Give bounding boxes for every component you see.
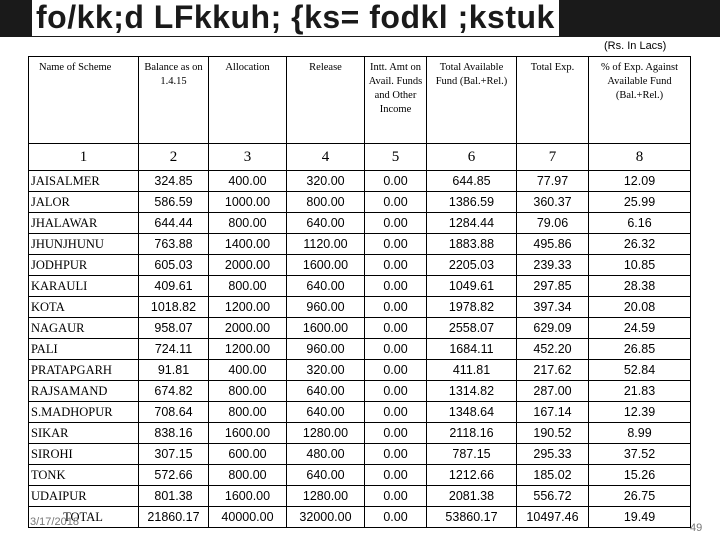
value-cell: 572.66 <box>139 465 209 486</box>
value-cell: 0.00 <box>365 255 427 276</box>
col-index: 5 <box>365 144 427 171</box>
value-cell: 787.15 <box>427 444 517 465</box>
district-cell: PALI <box>29 339 139 360</box>
index-row <box>29 144 691 171</box>
value-cell: 0.00 <box>365 507 427 528</box>
table-row <box>29 360 691 381</box>
col-index: 8 <box>589 144 691 171</box>
value-cell: 2205.03 <box>427 255 517 276</box>
value-cell: 185.02 <box>517 465 589 486</box>
col-header: Balance as on 1.4.15 <box>139 57 209 144</box>
value-cell: 0.00 <box>365 402 427 423</box>
value-cell: 40000.00 <box>209 507 287 528</box>
table-row <box>29 318 691 339</box>
district-cell: JAISALMER <box>29 171 139 192</box>
district-cell: JALOR <box>29 192 139 213</box>
value-cell: 1314.82 <box>427 381 517 402</box>
district-cell: UDAIPUR <box>29 486 139 507</box>
value-cell: 801.38 <box>139 486 209 507</box>
col-index: 1 <box>29 144 139 171</box>
value-cell: 52.84 <box>589 360 691 381</box>
value-cell: 1978.82 <box>427 297 517 318</box>
value-cell: 0.00 <box>365 171 427 192</box>
header-row <box>29 57 691 144</box>
value-cell: 8.99 <box>589 423 691 444</box>
value-cell: 307.15 <box>139 444 209 465</box>
value-cell: 644.85 <box>427 171 517 192</box>
value-cell: 708.64 <box>139 402 209 423</box>
table-row <box>29 381 691 402</box>
value-cell: 190.52 <box>517 423 589 444</box>
value-cell: 724.11 <box>139 339 209 360</box>
value-cell: 838.16 <box>139 423 209 444</box>
col-header: Name of Scheme <box>29 57 139 144</box>
value-cell: 397.34 <box>517 297 589 318</box>
value-cell: 91.81 <box>139 360 209 381</box>
value-cell: 12.09 <box>589 171 691 192</box>
value-cell: 556.72 <box>517 486 589 507</box>
value-cell: 21860.17 <box>139 507 209 528</box>
footer-date: 3/17/2018 <box>30 516 79 528</box>
value-cell: 674.82 <box>139 381 209 402</box>
value-cell: 19.49 <box>589 507 691 528</box>
col-index: 6 <box>427 144 517 171</box>
value-cell: 1684.11 <box>427 339 517 360</box>
district-cell: RAJSAMAND <box>29 381 139 402</box>
value-cell: 0.00 <box>365 486 427 507</box>
value-cell: 640.00 <box>287 381 365 402</box>
scheme-table <box>28 56 691 528</box>
table-row <box>29 171 691 192</box>
value-cell: 10.85 <box>589 255 691 276</box>
col-header: Total Available Fund (Bal.+Rel.) <box>427 57 517 144</box>
value-cell: 2000.00 <box>209 255 287 276</box>
value-cell: 1049.61 <box>427 276 517 297</box>
value-cell: 400.00 <box>209 360 287 381</box>
value-cell: 1200.00 <box>209 339 287 360</box>
value-cell: 10497.46 <box>517 507 589 528</box>
value-cell: 480.00 <box>287 444 365 465</box>
district-cell: TONK <box>29 465 139 486</box>
value-cell: 1120.00 <box>287 234 365 255</box>
value-cell: 640.00 <box>287 276 365 297</box>
value-cell: 640.00 <box>287 213 365 234</box>
district-cell: JHUNJHUNU <box>29 234 139 255</box>
value-cell: 1883.88 <box>427 234 517 255</box>
value-cell: 960.00 <box>287 339 365 360</box>
value-cell: 452.20 <box>517 339 589 360</box>
value-cell: 287.00 <box>517 381 589 402</box>
slide-title: fo/kk;d LFkkuh; {ks= fodkl ;kstuk <box>32 0 559 36</box>
value-cell: 0.00 <box>365 465 427 486</box>
district-cell: S.MADHOPUR <box>29 402 139 423</box>
table-row <box>29 297 691 318</box>
value-cell: 1600.00 <box>209 486 287 507</box>
value-cell: 800.00 <box>209 402 287 423</box>
value-cell: 0.00 <box>365 318 427 339</box>
table-row <box>29 213 691 234</box>
value-cell: 640.00 <box>287 402 365 423</box>
table-row <box>29 339 691 360</box>
table-row <box>29 423 691 444</box>
value-cell: 1200.00 <box>209 297 287 318</box>
value-cell: 763.88 <box>139 234 209 255</box>
value-cell: 800.00 <box>209 465 287 486</box>
value-cell: 1284.44 <box>427 213 517 234</box>
district-cell: NAGAUR <box>29 318 139 339</box>
value-cell: 0.00 <box>365 423 427 444</box>
value-cell: 6.16 <box>589 213 691 234</box>
value-cell: 1386.59 <box>427 192 517 213</box>
col-header: Release <box>287 57 365 144</box>
col-header: Allocation <box>209 57 287 144</box>
value-cell: 1400.00 <box>209 234 287 255</box>
table-row <box>29 486 691 507</box>
value-cell: 53860.17 <box>427 507 517 528</box>
col-header: Intt. Amt on Avail. Funds and Other Income <box>365 57 427 144</box>
value-cell: 239.33 <box>517 255 589 276</box>
value-cell: 26.32 <box>589 234 691 255</box>
table-row <box>29 402 691 423</box>
value-cell: 167.14 <box>517 402 589 423</box>
district-cell: SIROHI <box>29 444 139 465</box>
col-index: 2 <box>139 144 209 171</box>
value-cell: 586.59 <box>139 192 209 213</box>
value-cell: 958.07 <box>139 318 209 339</box>
value-cell: 629.09 <box>517 318 589 339</box>
district-cell: TOTAL <box>29 507 139 528</box>
value-cell: 644.44 <box>139 213 209 234</box>
col-index: 4 <box>287 144 365 171</box>
value-cell: 600.00 <box>209 444 287 465</box>
value-cell: 1600.00 <box>287 255 365 276</box>
value-cell: 0.00 <box>365 213 427 234</box>
value-cell: 495.86 <box>517 234 589 255</box>
value-cell: 0.00 <box>365 339 427 360</box>
table-row <box>29 255 691 276</box>
value-cell: 409.61 <box>139 276 209 297</box>
units-note: (Rs. In Lacs) <box>604 40 667 52</box>
page-number: 49 <box>690 522 703 534</box>
value-cell: 0.00 <box>365 192 427 213</box>
district-cell: SIKAR <box>29 423 139 444</box>
value-cell: 26.85 <box>589 339 691 360</box>
value-cell: 360.37 <box>517 192 589 213</box>
col-index: 7 <box>517 144 589 171</box>
value-cell: 0.00 <box>365 360 427 381</box>
table-row <box>29 444 691 465</box>
value-cell: 79.06 <box>517 213 589 234</box>
value-cell: 28.38 <box>589 276 691 297</box>
value-cell: 217.62 <box>517 360 589 381</box>
value-cell: 2558.07 <box>427 318 517 339</box>
value-cell: 640.00 <box>287 465 365 486</box>
value-cell: 320.00 <box>287 360 365 381</box>
col-index: 3 <box>209 144 287 171</box>
district-cell: JHALAWAR <box>29 213 139 234</box>
value-cell: 297.85 <box>517 276 589 297</box>
value-cell: 605.03 <box>139 255 209 276</box>
value-cell: 0.00 <box>365 276 427 297</box>
value-cell: 0.00 <box>365 234 427 255</box>
value-cell: 24.59 <box>589 318 691 339</box>
value-cell: 25.99 <box>589 192 691 213</box>
table-body <box>29 171 691 528</box>
value-cell: 12.39 <box>589 402 691 423</box>
value-cell: 1000.00 <box>209 192 287 213</box>
value-cell: 37.52 <box>589 444 691 465</box>
value-cell: 1600.00 <box>209 423 287 444</box>
value-cell: 800.00 <box>209 213 287 234</box>
table-row <box>29 192 691 213</box>
value-cell: 2118.16 <box>427 423 517 444</box>
value-cell: 15.26 <box>589 465 691 486</box>
value-cell: 0.00 <box>365 444 427 465</box>
value-cell: 295.33 <box>517 444 589 465</box>
value-cell: 2081.38 <box>427 486 517 507</box>
value-cell: 26.75 <box>589 486 691 507</box>
value-cell: 960.00 <box>287 297 365 318</box>
district-cell: KARAULI <box>29 276 139 297</box>
value-cell: 21.83 <box>589 381 691 402</box>
col-header: Total Exp. <box>517 57 589 144</box>
value-cell: 400.00 <box>209 171 287 192</box>
value-cell: 20.08 <box>589 297 691 318</box>
district-cell: JODHPUR <box>29 255 139 276</box>
value-cell: 2000.00 <box>209 318 287 339</box>
value-cell: 0.00 <box>365 381 427 402</box>
col-header: % of Exp. Against Available Fund (Bal.+Rel.) <box>589 57 691 144</box>
value-cell: 77.97 <box>517 171 589 192</box>
value-cell: 411.81 <box>427 360 517 381</box>
value-cell: 1280.00 <box>287 486 365 507</box>
value-cell: 1348.64 <box>427 402 517 423</box>
value-cell: 1280.00 <box>287 423 365 444</box>
table-row <box>29 465 691 486</box>
value-cell: 800.00 <box>209 381 287 402</box>
value-cell: 800.00 <box>287 192 365 213</box>
value-cell: 32000.00 <box>287 507 365 528</box>
value-cell: 324.85 <box>139 171 209 192</box>
value-cell: 1018.82 <box>139 297 209 318</box>
table-row <box>29 234 691 255</box>
district-cell: KOTA <box>29 297 139 318</box>
value-cell: 800.00 <box>209 276 287 297</box>
total-row <box>29 507 691 528</box>
value-cell: 1600.00 <box>287 318 365 339</box>
value-cell: 1212.66 <box>427 465 517 486</box>
table-row <box>29 276 691 297</box>
value-cell: 320.00 <box>287 171 365 192</box>
value-cell: 0.00 <box>365 297 427 318</box>
district-cell: PRATAPGARH <box>29 360 139 381</box>
